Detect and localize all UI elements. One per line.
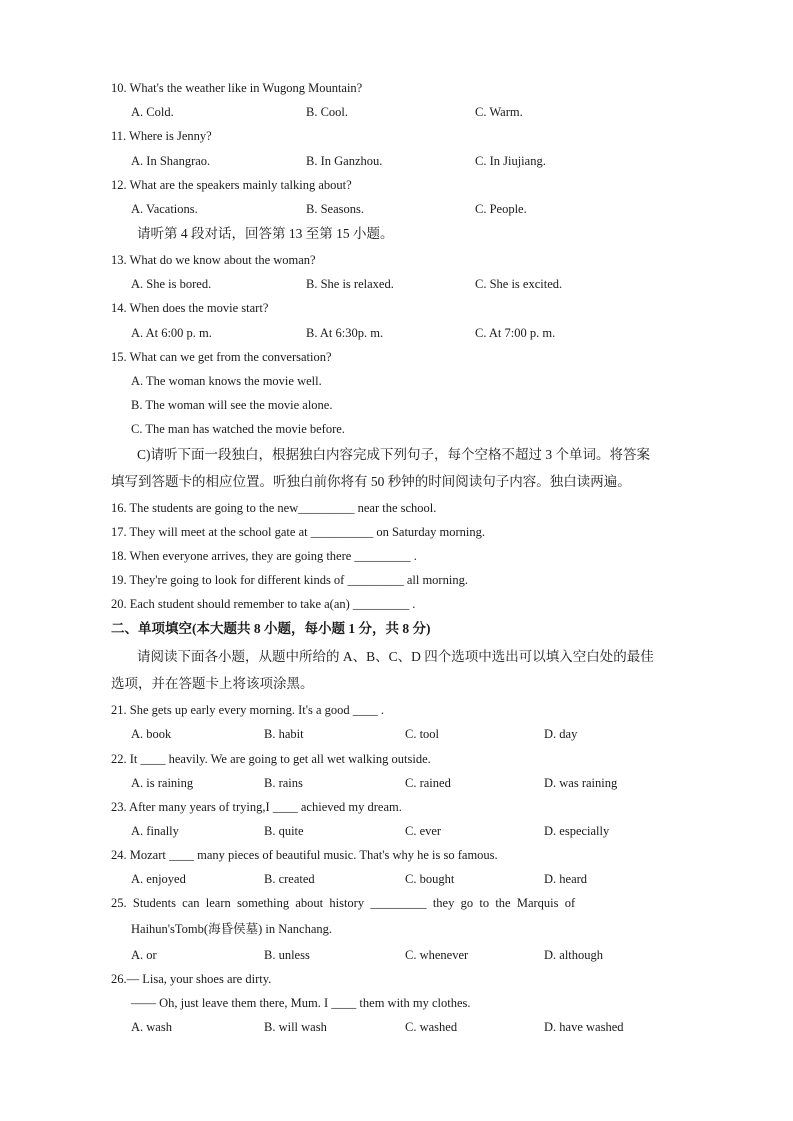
- question-11-option-b: B. In Ganzhou.: [306, 154, 383, 168]
- question-11-option-a: A. In Shangrao.: [131, 154, 211, 168]
- question-14-option-a: A. At 6:00 p. m.: [131, 326, 212, 340]
- question-15-option-c: C. The man has watched the movie before.: [131, 422, 345, 436]
- question-24-stem: 24. Mozart ____ many pieces of beautiful music. That's why he is so famous.: [111, 848, 498, 862]
- question-22-stem: 22. It ____ heavily. We are going to get all wet walking outside.: [111, 752, 431, 766]
- question-22-option-a: A. is raining: [131, 776, 194, 790]
- section-2-title: 二、单项填空(本大题共 8 小题，每小题 1 分，共 8 分): [111, 621, 431, 636]
- question-25-option-a: A. or: [131, 948, 157, 962]
- question-26-stem-line-1: 26.— Lisa, your shoes are dirty.: [111, 972, 272, 986]
- question-11-stem: 11. Where is Jenny?: [111, 129, 212, 143]
- question-24-option-a: A. enjoyed: [131, 872, 186, 886]
- question-25-stem-line-1: 25. Students can learn something about history _________ they go to the Marquis of: [111, 896, 576, 910]
- question-23-option-d: D. especially: [544, 824, 610, 838]
- question-25-option-c: C. whenever: [405, 948, 469, 962]
- question-24-option-c: C. bought: [405, 872, 455, 886]
- question-15-option-a: A. The woman knows the movie well.: [131, 374, 322, 388]
- question-26-option-d: D. have washed: [544, 1020, 624, 1034]
- question-26-option-b: B. will wash: [264, 1020, 327, 1034]
- question-15-option-b: B. The woman will see the movie alone.: [131, 398, 333, 412]
- question-26-stem-line-2: —— Oh, just leave them there, Mum. I ____ them with my clothes.: [131, 996, 471, 1010]
- question-17: 17. They will meet at the school gate at __________ on Saturday morning.: [111, 525, 486, 539]
- question-26-option-c: C. washed: [405, 1020, 458, 1034]
- question-24-option-b: B. created: [264, 872, 315, 886]
- question-12-option-c: C. People.: [475, 202, 527, 216]
- question-12-option-a: A. Vacations.: [131, 202, 198, 216]
- question-23-option-b: B. quite: [264, 824, 304, 838]
- question-14-stem: 14. When does the movie start?: [111, 301, 269, 315]
- section-2-instruction-line-1: 请阅读下面各小题，从题中所给的 A、B、C、D 四个选项中选出可以填入空白处的最佳: [137, 649, 654, 664]
- question-11-option-c: C. In Jiujiang.: [475, 154, 546, 168]
- question-13-option-b: B. She is relaxed.: [306, 277, 394, 291]
- question-13-option-c: C. She is excited.: [475, 277, 563, 291]
- question-14-option-c: C. At 7:00 p. m.: [475, 326, 556, 340]
- question-21-option-d: D. day: [544, 727, 578, 741]
- question-22-option-c: C. rained: [405, 776, 451, 790]
- question-21-option-c: C. tool: [405, 727, 440, 741]
- question-13-option-a: A. She is bored.: [131, 277, 212, 291]
- part-c-instruction-line-2: 填写到答题卡的相应位置。听独白前你将有 50 秒钟的时间阅读句子内容。独白读两遍。: [111, 474, 631, 489]
- question-23-stem: 23. After many years of trying,I ____ achieved my dream.: [111, 800, 402, 814]
- question-10-option-c: C. Warm.: [475, 105, 523, 119]
- question-25-option-b: B. unless: [264, 948, 310, 962]
- question-23-option-c: C. ever: [405, 824, 442, 838]
- question-22-option-b: B. rains: [264, 776, 303, 790]
- question-20: 20. Each student should remember to take a(an) _________ .: [111, 597, 416, 611]
- question-21-option-a: A. book: [131, 727, 172, 741]
- question-10-stem: 10. What's the weather like in Wugong Mountain?: [111, 81, 363, 95]
- question-23-option-a: A. finally: [131, 824, 179, 838]
- question-13-stem: 13. What do we know about the woman?: [111, 253, 316, 267]
- question-21-stem: 21. She gets up early every morning. It's a good ____ .: [111, 703, 385, 717]
- question-16: 16. The students are going to the new_________ near the school.: [111, 501, 437, 515]
- question-21-option-b: B. habit: [264, 727, 304, 741]
- question-22-option-d: D. was raining: [544, 776, 618, 790]
- question-10-option-a: A. Cold.: [131, 105, 174, 119]
- question-25-option-d: D. although: [544, 948, 604, 962]
- section-2-instruction-line-2: 选项，并在答题卡上将该项涂黑。: [111, 676, 314, 691]
- question-12-option-b: B. Seasons.: [306, 202, 364, 216]
- question-10-option-b: B. Cool.: [306, 105, 349, 119]
- question-24-option-d: D. heard: [544, 872, 588, 886]
- question-19: 19. They're going to look for different kinds of _________ all morning.: [111, 573, 468, 587]
- question-18: 18. When everyone arrives, they are going there _________ .: [111, 549, 417, 563]
- dialog-4-instruction: 请听第 4 段对话，回答第 13 至第 15 小题。: [137, 226, 394, 241]
- question-25-stem-line-2: Haihun'sTomb(海昏侯墓) in Nanchang.: [131, 922, 332, 936]
- question-26-option-a: A. wash: [131, 1020, 172, 1034]
- question-14-option-b: B. At 6:30p. m.: [306, 326, 384, 340]
- question-12-stem: 12. What are the speakers mainly talking about?: [111, 178, 352, 192]
- question-15-stem: 15. What can we get from the conversation?: [111, 350, 332, 364]
- part-c-instruction-line-1: C)请听下面一段独白，根据独白内容完成下列句子，每个空格不超过 3 个单词。将答案: [137, 447, 650, 462]
